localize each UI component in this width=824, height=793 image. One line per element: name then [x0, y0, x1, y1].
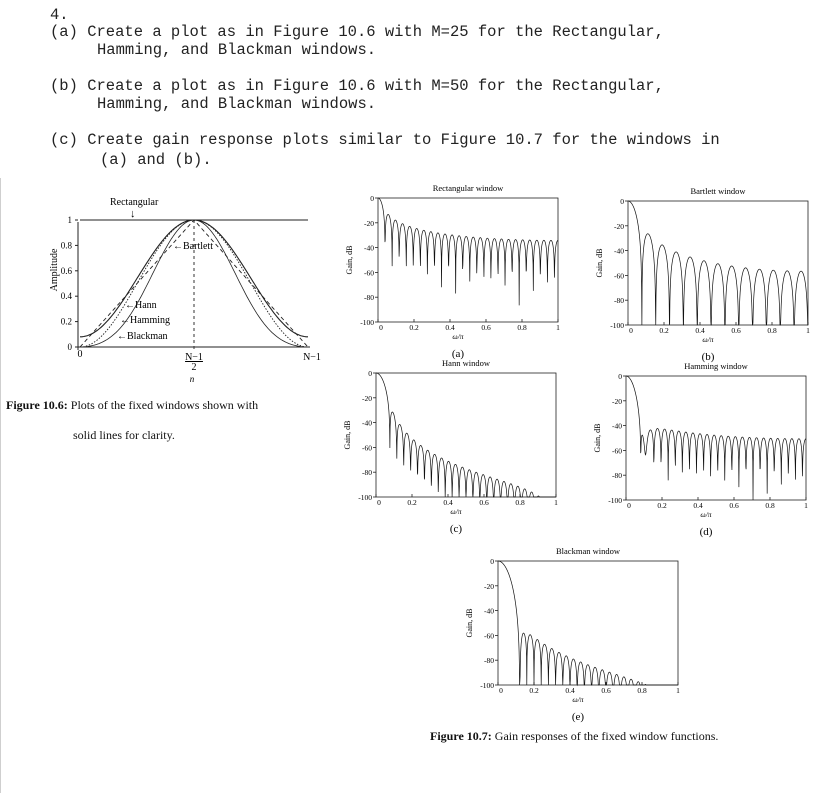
- gain-panel-title: Hann window: [442, 358, 490, 368]
- gain-panel-tag: (a): [451, 348, 465, 360]
- gain-ylabel: Gain, dB: [345, 245, 354, 275]
- gain-ytick-label: -40: [614, 246, 624, 256]
- gain-ytick-label: -40: [364, 243, 374, 253]
- gain-panel-title: Blackman window: [556, 546, 620, 556]
- problem-c-line2: (a) and (b).: [100, 151, 212, 169]
- gain-panel-hamming: [588, 358, 818, 548]
- gain-xtick-label: 0: [499, 686, 503, 695]
- gain-ytick-label: -80: [484, 656, 494, 666]
- fig106-caption-text1: Plots of the fixed windows shown with: [70, 398, 259, 412]
- page-edge-line: [0, 178, 1, 793]
- fig106-caption-text2: solid lines for clarity.: [73, 428, 175, 442]
- gain-xtick-label: 0: [379, 323, 383, 332]
- fig107-caption-text: Gain responses of the fixed window functions.: [494, 729, 719, 743]
- gain-panel-bartlett: [590, 183, 820, 363]
- gain-ylabel: Gain, dB: [593, 423, 602, 453]
- gain-ytick-label: -20: [614, 221, 624, 231]
- gain-ytick-label: -20: [612, 396, 622, 406]
- fig106-ytick-label: 0.2: [60, 316, 72, 327]
- fig106-ytick-label: 0.8: [60, 240, 72, 251]
- gain-xlabel: ω/π: [452, 332, 464, 341]
- gain-xtick-label: 0.4: [443, 498, 453, 507]
- fig106-n-label: n: [189, 374, 195, 384]
- gain-ylabel: Gain, dB: [595, 248, 604, 278]
- fig106-x-mid-num: N−1: [185, 352, 203, 363]
- gain-xtick-label: 1: [804, 501, 808, 510]
- gain-xtick-label: 0.4: [695, 326, 705, 335]
- fig106-ytick-label: 0.4: [60, 291, 72, 302]
- gain-xtick-label: 0.2: [409, 323, 419, 332]
- gain-curve-blackman: [498, 561, 678, 685]
- gain-ytick-label: -60: [484, 631, 494, 641]
- fig106-ytick-label: 0.6: [60, 265, 72, 276]
- problem-number: 4.: [50, 6, 69, 24]
- gain-xtick-label: 0.2: [657, 501, 667, 510]
- gain-panel-frame: [498, 561, 678, 685]
- gain-curve-rect: [378, 198, 558, 305]
- gain-ytick-label: -100: [610, 321, 624, 330]
- gain-ytick-label: -100: [608, 496, 622, 505]
- gain-panel-title: Hamming window: [684, 361, 748, 371]
- gain-ytick-label: -20: [484, 581, 494, 591]
- gain-ytick-label: -100: [358, 493, 372, 502]
- gain-xtick-label: 0.6: [731, 326, 741, 335]
- problem-b-line1: (b) Create a plot as in Figure 10.6 with M=50 for the Rectangular,: [50, 77, 664, 95]
- fig106-label-rect-arrow: ↓: [130, 208, 136, 220]
- gain-curve-bartlett: [628, 201, 808, 325]
- fig107-caption-label: Figure 10.7:: [430, 729, 492, 743]
- gain-ytick-label: -40: [362, 418, 372, 428]
- gain-xtick-label: 0.6: [481, 323, 491, 332]
- gain-ytick-label: -60: [612, 446, 622, 456]
- gain-curve-hamming: [626, 376, 806, 500]
- gain-ytick-label: 0: [370, 194, 374, 203]
- gain-ytick-label: 0: [490, 557, 494, 566]
- fig106-ytick-label: 0: [67, 342, 72, 352]
- gain-xtick-label: 1: [556, 323, 560, 332]
- gain-ytick-label: -40: [612, 421, 622, 431]
- gain-xlabel: ω/π: [700, 510, 712, 519]
- fig106-x-mid-den: 2: [191, 362, 197, 373]
- gain-ytick-label: -100: [360, 318, 374, 327]
- fig106-label-blackman: ←Blackman: [117, 331, 168, 342]
- gain-ytick-label: -40: [484, 606, 494, 616]
- gain-ytick-label: 0: [620, 197, 624, 206]
- gain-xlabel: ω/π: [702, 335, 714, 344]
- gain-panel-rectangular: [340, 180, 570, 360]
- gain-xtick-label: 1: [806, 326, 810, 335]
- fig106-caption-line1: [6, 398, 258, 413]
- gain-ytick-label: -60: [614, 271, 624, 281]
- gain-ytick-label: -80: [612, 471, 622, 481]
- gain-xtick-label: 1: [554, 498, 558, 507]
- fig107-caption: [430, 729, 718, 744]
- fig106-curve-hamming: [80, 220, 308, 337]
- fig106-caption-label: Figure 10.6:: [6, 398, 68, 412]
- gain-xtick-label: 0.2: [407, 498, 417, 507]
- gain-panel-title: Bartlett window: [690, 186, 746, 196]
- gain-panel-frame: [378, 198, 558, 322]
- gain-ylabel: Gain, dB: [465, 608, 474, 638]
- problem-c-line1: (c) Create gain response plots similar to Figure 10.7 for the windows in: [50, 131, 720, 149]
- gain-xtick-label: 0.8: [517, 323, 527, 332]
- gain-ytick-label: -100: [480, 681, 494, 690]
- gain-xtick-label: 0.2: [659, 326, 669, 335]
- gain-xtick-label: 0.4: [693, 501, 703, 510]
- gain-xtick-label: 0.8: [767, 326, 777, 335]
- gain-xtick-label: 0: [377, 498, 381, 507]
- gain-xtick-label: 0.8: [765, 501, 775, 510]
- gain-ytick-label: -80: [614, 296, 624, 306]
- fig106-label-hamming: ←Hamming: [120, 315, 170, 326]
- fig106-ytick-label: 1: [67, 215, 72, 225]
- gain-ytick-label: 0: [368, 369, 372, 378]
- gain-panel-hann: [338, 355, 568, 545]
- fig106-x-end: N−1: [303, 352, 321, 363]
- problem-a-line2: Hamming, and Blackman windows.: [97, 41, 377, 59]
- gain-panel-tag: (e): [571, 711, 585, 723]
- gain-ytick-label: -60: [362, 443, 372, 453]
- problem-b-line2: Hamming, and Blackman windows.: [97, 95, 377, 113]
- gain-panel-tag: (d): [699, 526, 713, 538]
- gain-ytick-label: 0: [618, 372, 622, 381]
- gain-xtick-label: 0: [627, 501, 631, 510]
- gain-ytick-label: -80: [362, 468, 372, 478]
- gain-xtick-label: 0.8: [515, 498, 525, 507]
- fig106-label-hann: ←Hann: [125, 300, 157, 311]
- gain-xtick-label: 0.6: [601, 686, 611, 695]
- figure-10-6-plot: [40, 190, 340, 390]
- fig106-label-bartlett: ←Bartlett: [173, 241, 213, 252]
- gain-panel-tag: (c): [449, 523, 463, 535]
- gain-xtick-label: 0.4: [445, 323, 455, 332]
- gain-xtick-label: 0.8: [637, 686, 647, 695]
- gain-panel-title: Rectangular window: [432, 183, 504, 193]
- gain-xtick-label: 1: [676, 686, 680, 695]
- gain-panel-blackman: [460, 543, 690, 723]
- gain-xtick-label: 0.6: [479, 498, 489, 507]
- gain-panel-frame: [376, 373, 556, 497]
- gain-xtick-label: 0: [629, 326, 633, 335]
- gain-ytick-label: -60: [364, 268, 374, 278]
- gain-ytick-label: -20: [362, 393, 372, 403]
- gain-panel-tag: (b): [701, 351, 715, 363]
- gain-xtick-label: 0.6: [729, 501, 739, 510]
- gain-ylabel: Gain, dB: [343, 420, 352, 450]
- gain-xlabel: ω/π: [572, 695, 584, 704]
- gain-ytick-label: -20: [364, 218, 374, 228]
- gain-xtick-label: 0.4: [565, 686, 575, 695]
- problem-a-line1: (a) Create a plot as in Figure 10.6 with M=25 for the Rectangular,: [50, 23, 664, 41]
- gain-xlabel: ω/π: [450, 507, 462, 516]
- fig106-ylabel: Amplitude: [49, 248, 60, 292]
- gain-xtick-label: 0.2: [529, 686, 539, 695]
- gain-ytick-label: -80: [364, 293, 374, 303]
- fig106-x-start: 0: [77, 349, 83, 360]
- gain-curve-hann: [376, 373, 556, 497]
- fig106-label-rectangular: Rectangular: [110, 197, 159, 208]
